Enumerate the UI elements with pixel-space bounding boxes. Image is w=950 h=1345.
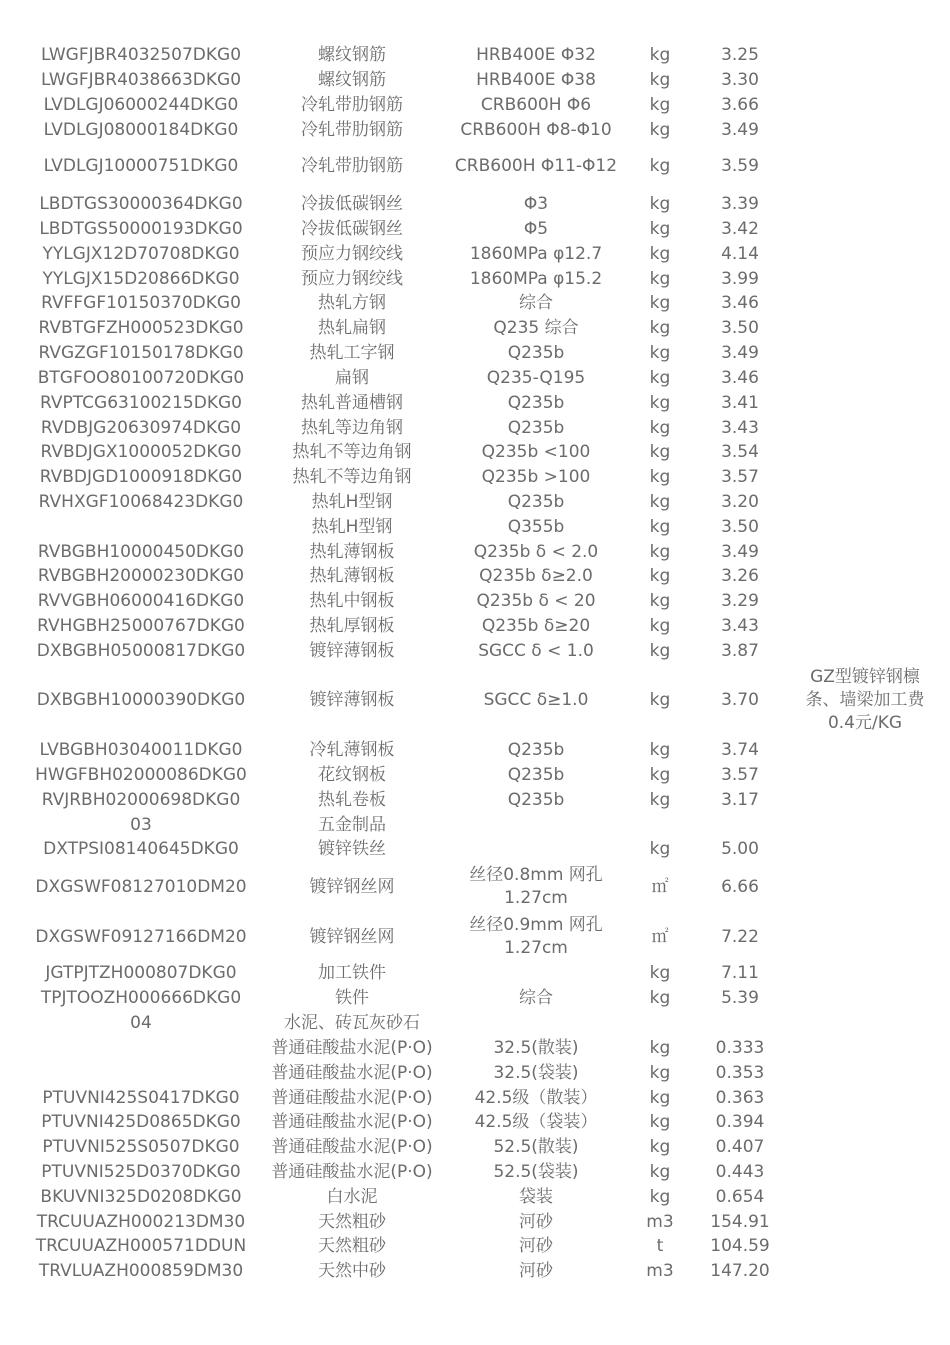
table-row — [0, 94, 950, 116]
item-unit: kg — [649, 120, 671, 140]
row-note: GZ型镀锌钢檩条、墙梁加工费0.4元/KG — [805, 666, 925, 733]
table-row — [0, 640, 950, 662]
item-price: 3.59 — [721, 156, 759, 176]
item-name: 扁钢 — [335, 368, 369, 388]
item-unit: ㎡ — [651, 877, 669, 897]
item-name: 热轧卷板 — [318, 790, 386, 810]
item-price: 3.50 — [721, 318, 759, 338]
item-spec: 河砂 — [519, 1212, 553, 1232]
item-code: DXGSWF08127010DM20 — [35, 877, 247, 897]
item-name: 热轧H型钢 — [311, 492, 393, 512]
table-row — [0, 962, 950, 984]
item-code: RVPTCG63100215DKG0 — [40, 393, 242, 413]
item-unit: kg — [649, 740, 671, 760]
item-unit: t — [656, 1236, 664, 1256]
item-price: 3.74 — [721, 740, 759, 760]
item-name: 预应力钢绞线 — [301, 269, 403, 289]
table-row — [0, 565, 950, 587]
item-price: 7.22 — [721, 927, 759, 947]
item-spec — [450, 838, 622, 860]
item-spec: 52.5(散装) — [493, 1137, 579, 1157]
item-name: 预应力钢绞线 — [301, 244, 403, 264]
item-spec: Q235b δ < 20 — [476, 591, 596, 611]
item-unit: m3 — [646, 1261, 674, 1281]
item-price: 7.11 — [721, 963, 759, 983]
item-name: 镀锌钢丝网 — [309, 927, 395, 947]
item-price: 0.333 — [715, 1038, 765, 1058]
item-unit: kg — [649, 765, 671, 785]
item-code: PTUVNI525D0370DKG0 — [41, 1162, 241, 1182]
item-name: 冷轧带肋钢筋 — [301, 120, 403, 140]
item-name: 冷拔低碳钢丝 — [301, 194, 403, 214]
table-row — [0, 615, 950, 637]
item-unit: kg — [649, 492, 671, 512]
item-spec: 丝径0.8mm 网孔1.27cm — [469, 865, 603, 908]
item-price: 3.49 — [721, 542, 759, 562]
item-spec: Q235-Q195 — [486, 368, 586, 388]
item-code: RVBDJGX1000052DKG0 — [40, 442, 242, 462]
item-unit: kg — [649, 517, 671, 537]
item-name: 加工铁件 — [318, 963, 386, 983]
item-price: 3.49 — [721, 120, 759, 140]
item-code: DXGSWF09127166DM20 — [35, 927, 247, 947]
item-code: JGTPJTZH000807DKG0 — [45, 963, 237, 983]
item-price — [700, 814, 780, 836]
table-row — [0, 491, 950, 513]
table-row — [0, 268, 950, 290]
item-unit: kg — [649, 1187, 671, 1207]
item-unit: kg — [649, 1112, 671, 1132]
item-spec: 42.5级（袋装） — [474, 1112, 598, 1132]
item-spec: 丝径0.9mm 网孔1.27cm — [469, 915, 603, 958]
item-name: 普通硅酸盐水泥(P·O) — [271, 1137, 433, 1157]
item-name: 花纹钢板 — [318, 765, 386, 785]
item-spec: 1860MPa φ12.7 — [469, 243, 603, 264]
item-spec: 河砂 — [519, 1261, 553, 1281]
item-code: TPJTOOZH000666DKG0 — [40, 988, 242, 1008]
item-spec: 河砂 — [519, 1236, 553, 1256]
item-spec: Φ5 — [523, 219, 549, 239]
item-spec — [450, 962, 622, 984]
item-code — [30, 516, 252, 538]
item-unit: kg — [649, 70, 671, 90]
item-unit: kg — [649, 1137, 671, 1157]
item-price: 3.66 — [721, 95, 759, 115]
item-name: 热轧工字钢 — [309, 343, 395, 363]
item-price: 3.41 — [721, 393, 759, 413]
item-name: 螺纹钢筋 — [318, 70, 386, 90]
item-code: BKUVNI325D0208DKG0 — [40, 1187, 242, 1207]
item-spec: CRB600H Φ11-Φ12 — [454, 155, 618, 176]
item-name: 普通硅酸盐水泥(P·O) — [271, 1088, 433, 1108]
item-unit: kg — [649, 566, 671, 586]
table-row — [0, 392, 950, 414]
item-name: 热轧中钢板 — [309, 591, 395, 611]
item-spec: 42.5级（散装） — [474, 1088, 598, 1108]
item-price: 0.394 — [715, 1112, 765, 1132]
table-row — [0, 838, 950, 860]
item-unit: kg — [649, 1063, 671, 1083]
item-code: RVBTGFZH000523DKG0 — [38, 318, 244, 338]
item-name: 天然粗砂 — [318, 1212, 386, 1232]
item-spec: 52.5(袋装) — [493, 1162, 579, 1182]
item-code: RVFFGF10150370DKG0 — [41, 293, 241, 313]
item-unit: kg — [649, 963, 671, 983]
item-name: 热轧薄钢板 — [309, 542, 395, 562]
item-code — [30, 1037, 252, 1059]
item-price: 5.39 — [721, 988, 759, 1008]
item-name: 冷拔低碳钢丝 — [301, 219, 403, 239]
table-row — [0, 1136, 950, 1158]
item-name: 天然粗砂 — [318, 1236, 386, 1256]
item-price: 5.00 — [721, 839, 759, 859]
item-code: LBDTGS30000364DKG0 — [39, 194, 243, 214]
item-code: PTUVNI525S0507DKG0 — [42, 1137, 240, 1157]
table-row — [0, 987, 950, 1009]
item-name: 热轧方钢 — [318, 293, 386, 313]
table-row — [0, 417, 950, 439]
item-unit: kg — [649, 1162, 671, 1182]
item-price: 3.57 — [721, 765, 759, 785]
item-price — [700, 1012, 780, 1034]
item-unit: kg — [649, 790, 671, 810]
item-name: 普通硅酸盐水泥(P·O) — [271, 1162, 433, 1182]
item-price: 3.17 — [721, 790, 759, 810]
item-unit: kg — [649, 418, 671, 438]
item-price: 0.363 — [715, 1088, 765, 1108]
item-unit: kg — [649, 45, 671, 65]
item-spec: 1860MPa φ15.2 — [469, 268, 603, 289]
item-unit: kg — [649, 293, 671, 313]
table-row — [0, 1062, 950, 1084]
item-unit: kg — [649, 1038, 671, 1058]
item-code: RVBGBH20000230DKG0 — [37, 566, 245, 586]
item-price: 0.407 — [715, 1137, 765, 1157]
item-name: 天然中砂 — [318, 1261, 386, 1281]
item-code: TRCUUAZH000213DM30 — [36, 1212, 246, 1232]
item-price: 147.20 — [710, 1261, 770, 1281]
item-name: 普通硅酸盐水泥(P·O) — [271, 1038, 433, 1058]
item-code: RVHGBH25000767DKG0 — [37, 616, 245, 636]
item-unit: kg — [649, 368, 671, 388]
table-row — [0, 789, 950, 811]
item-code: 04 — [130, 1013, 152, 1033]
table-row — [0, 1111, 950, 1133]
item-price: 3.43 — [721, 616, 759, 636]
item-price: 3.26 — [721, 566, 759, 586]
item-spec: HRB400E Φ38 — [476, 70, 596, 90]
item-name: 水泥、砖瓦灰砂石 — [284, 1013, 420, 1033]
item-spec: HRB400E Φ32 — [476, 45, 596, 65]
item-name: 镀锌薄钢板 — [309, 641, 395, 661]
item-code: DXBGBH05000817DKG0 — [36, 641, 246, 661]
item-name: 五金制品 — [318, 815, 386, 835]
item-unit: kg — [649, 244, 671, 264]
item-price: 3.46 — [721, 293, 759, 313]
item-price: 3.50 — [721, 517, 759, 537]
item-spec — [450, 1012, 622, 1034]
item-price: 3.20 — [721, 492, 759, 512]
item-code: TRVLUAZH000859DM30 — [38, 1261, 244, 1281]
item-price: 3.30 — [721, 70, 759, 90]
table-row — [0, 342, 950, 364]
item-code: DXTPSI08140645DKG0 — [43, 839, 239, 859]
item-price: 0.353 — [715, 1063, 765, 1083]
item-code: RVBDJGD1000918DKG0 — [39, 467, 243, 487]
item-spec: Q235b δ < 2.0 — [473, 541, 599, 562]
item-spec: Q235b δ≥2.0 — [479, 566, 593, 586]
item-name: 镀锌薄钢板 — [309, 690, 395, 710]
item-unit: kg — [649, 641, 671, 661]
item-code: LVDLGJ08000184DKG0 — [43, 120, 239, 140]
item-code: YYLGJX15D20866DKG0 — [42, 269, 240, 289]
item-price: 3.54 — [721, 442, 759, 462]
item-price: 3.70 — [721, 690, 759, 710]
item-name: 热轧不等边角钢 — [292, 442, 412, 462]
item-name: 热轧薄钢板 — [309, 566, 395, 586]
item-name: 热轧不等边角钢 — [292, 467, 412, 487]
item-unit: ㎡ — [651, 927, 669, 947]
item-unit: kg — [649, 1088, 671, 1108]
item-code: 03 — [130, 815, 152, 835]
table-row — [0, 367, 950, 389]
item-name: 热轧扁钢 — [318, 318, 386, 338]
item-code: RVDBJG20630974DKG0 — [40, 418, 242, 438]
item-price: 4.14 — [721, 244, 759, 264]
item-spec: SGCC δ≥1.0 — [483, 690, 589, 710]
item-price: 3.57 — [721, 467, 759, 487]
item-unit: kg — [649, 839, 671, 859]
item-code: PTUVNI425S0417DKG0 — [42, 1088, 240, 1108]
item-code: PTUVNI425D0865DKG0 — [41, 1112, 241, 1132]
item-unit: kg — [649, 343, 671, 363]
item-code: HWGFBH02000086DKG0 — [35, 765, 247, 785]
item-code: LBDTGS50000193DKG0 — [39, 219, 243, 239]
item-unit: kg — [649, 442, 671, 462]
item-spec: 32.5(散装) — [493, 1038, 579, 1058]
item-unit: kg — [649, 318, 671, 338]
item-spec: Q235b — [507, 343, 565, 363]
item-price: 3.29 — [721, 591, 759, 611]
item-spec: Φ3 — [523, 194, 549, 214]
item-name: 螺纹钢筋 — [318, 45, 386, 65]
item-price: 104.59 — [710, 1236, 770, 1256]
table-row — [0, 864, 950, 910]
item-name: 普通硅酸盐水泥(P·O) — [271, 1063, 433, 1083]
table-row — [0, 1037, 950, 1059]
item-code: LVBGBH03040011DKG0 — [39, 740, 243, 760]
item-price: 3.87 — [721, 641, 759, 661]
table-row — [0, 1012, 950, 1034]
item-spec: CRB600H Φ6 — [480, 95, 592, 115]
item-spec: Q235b — [507, 790, 565, 810]
item-unit: kg — [649, 988, 671, 1008]
table-row — [0, 193, 950, 215]
item-unit: kg — [649, 591, 671, 611]
item-name: 白水泥 — [326, 1187, 378, 1207]
item-unit: kg — [649, 219, 671, 239]
table-row — [0, 914, 950, 960]
item-spec: Q235b δ≥20 — [481, 616, 591, 636]
table-row — [0, 516, 950, 538]
item-name: 热轧等边角钢 — [301, 418, 403, 438]
item-price: 3.25 — [721, 45, 759, 65]
item-price: 3.99 — [721, 269, 759, 289]
table-row — [0, 814, 950, 836]
item-spec: 综合 — [519, 293, 553, 313]
item-unit: kg — [649, 542, 671, 562]
item-unit: kg — [649, 269, 671, 289]
item-price: 3.46 — [721, 368, 759, 388]
item-price: 3.42 — [721, 219, 759, 239]
item-spec: Q235b — [507, 492, 565, 512]
item-unit: kg — [649, 616, 671, 636]
item-unit: kg — [649, 156, 671, 176]
table-row — [0, 44, 950, 66]
item-name: 镀锌铁丝 — [318, 839, 386, 859]
item-spec: Q235b <100 — [481, 442, 591, 462]
item-spec: 综合 — [519, 988, 553, 1008]
table-row — [0, 1260, 950, 1282]
item-code: LVDLGJ06000244DKG0 — [43, 95, 239, 115]
table-row — [0, 739, 950, 761]
item-code: RVBGBH10000450DKG0 — [37, 542, 245, 562]
item-spec: 32.5(袋装) — [493, 1063, 579, 1083]
item-spec — [450, 814, 622, 836]
item-unit: kg — [649, 194, 671, 214]
item-unit: kg — [649, 690, 671, 710]
item-price: 154.91 — [710, 1212, 770, 1232]
item-name: 热轧普通槽钢 — [301, 393, 403, 413]
table-row — [0, 541, 950, 563]
table-row — [0, 119, 950, 141]
item-spec: 袋装 — [519, 1187, 553, 1207]
item-code: DXBGBH10000390DKG0 — [36, 690, 246, 710]
item-code: RVGZGF10150178DKG0 — [38, 343, 244, 363]
item-price: 3.39 — [721, 194, 759, 214]
table-row — [0, 1235, 950, 1257]
item-code: RVJRBH02000698DKG0 — [41, 790, 241, 810]
item-price: 3.49 — [721, 343, 759, 363]
item-price: 0.654 — [715, 1187, 765, 1207]
item-unit — [630, 814, 690, 836]
table-row — [0, 764, 950, 786]
table-row — [0, 243, 950, 265]
table-row — [0, 144, 950, 188]
table-row — [0, 466, 950, 488]
item-name: 冷轧带肋钢筋 — [301, 95, 403, 115]
item-name: 热轧H型钢 — [311, 517, 393, 537]
item-code: RVVGBH06000416DKG0 — [37, 591, 245, 611]
item-spec: Q235 综合 — [493, 318, 579, 338]
item-code: LWGFJBR4038663DKG0 — [40, 70, 242, 90]
item-price: 3.43 — [721, 418, 759, 438]
item-spec: Q235b — [507, 740, 565, 760]
item-unit: kg — [649, 393, 671, 413]
item-code: LVDLGJ10000751DKG0 — [43, 156, 239, 176]
item-name: 铁件 — [335, 988, 369, 1008]
table-row — [0, 1087, 950, 1109]
table-row — [0, 590, 950, 612]
item-name: 普通硅酸盐水泥(P·O) — [271, 1112, 433, 1132]
item-unit: m3 — [646, 1212, 674, 1232]
item-code: LWGFJBR4032507DKG0 — [40, 45, 242, 65]
item-unit: kg — [649, 467, 671, 487]
item-spec: SGCC δ < 1.0 — [478, 641, 594, 661]
table-row — [0, 1186, 950, 1208]
item-code — [30, 1062, 252, 1084]
item-name: 镀锌钢丝网 — [309, 877, 395, 897]
table-row — [0, 69, 950, 91]
item-spec: Q235b — [507, 765, 565, 785]
item-name: 热轧厚钢板 — [309, 616, 395, 636]
table-row — [0, 441, 950, 463]
item-name: 冷轧薄钢板 — [309, 740, 395, 760]
table-row — [0, 292, 950, 314]
item-spec: Q235b — [507, 393, 565, 413]
item-price: 0.443 — [715, 1162, 765, 1182]
item-unit — [630, 1012, 690, 1034]
item-price: 6.66 — [721, 877, 759, 897]
item-spec: Q235b >100 — [481, 467, 591, 487]
item-code: TRCUUAZH000571DDUN — [35, 1236, 247, 1256]
item-name: 冷轧带肋钢筋 — [301, 156, 403, 176]
table-row — [0, 1161, 950, 1183]
item-unit: kg — [649, 95, 671, 115]
table-row — [0, 218, 950, 240]
item-spec: CRB600H Φ8-Φ10 — [460, 119, 612, 140]
item-code: RVHXGF10068423DKG0 — [38, 492, 244, 512]
item-code: YYLGJX12D70708DKG0 — [42, 244, 240, 264]
item-code: BTGFOO80100720DKG0 — [37, 368, 245, 388]
item-spec: Q235b — [507, 418, 565, 438]
table-row — [0, 1211, 950, 1233]
table-row — [0, 317, 950, 339]
item-spec: Q355b — [507, 517, 565, 537]
